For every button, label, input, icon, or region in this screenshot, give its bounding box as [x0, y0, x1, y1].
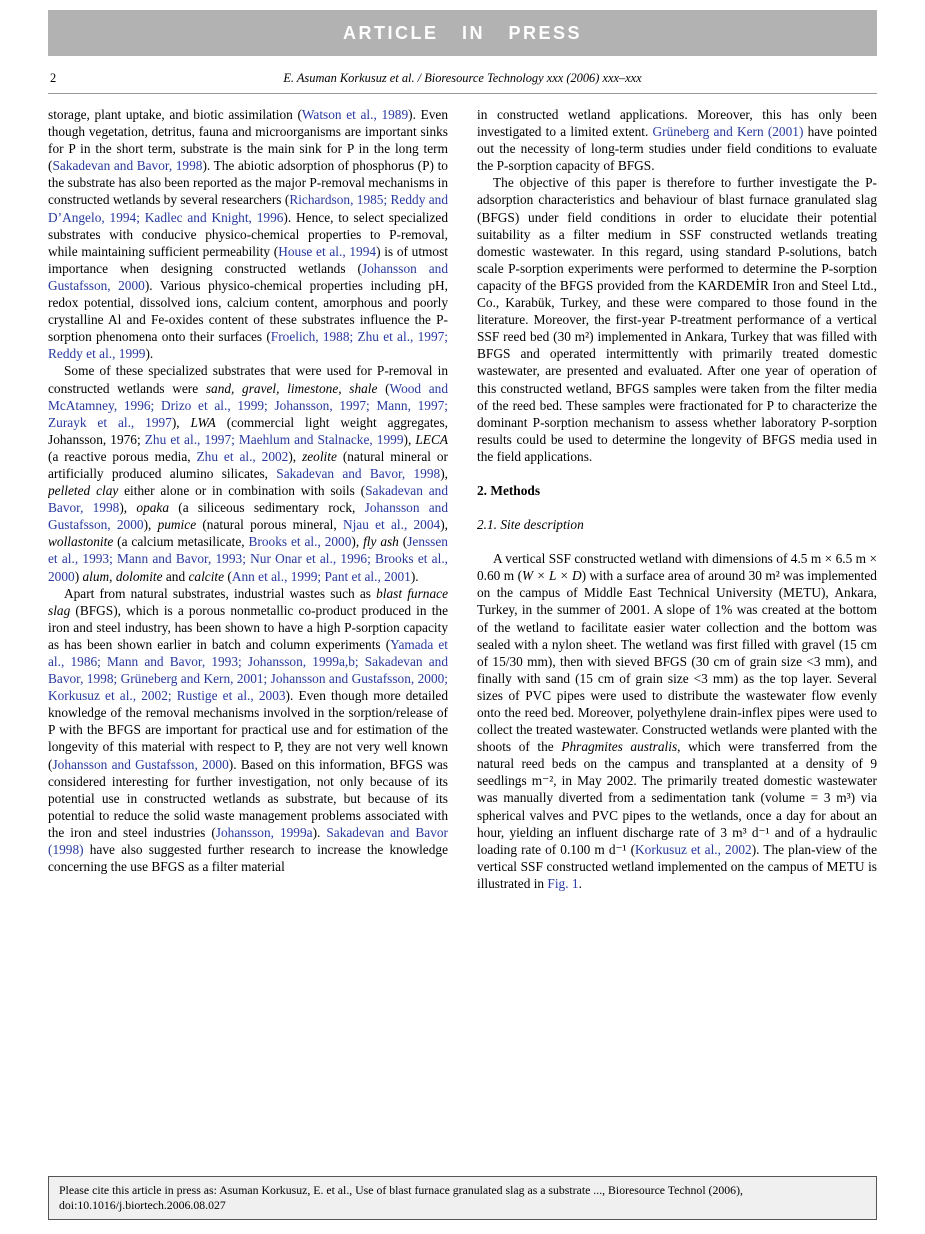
- italic-term: fly ash: [363, 534, 399, 550]
- citation-link[interactable]: Grüneberg and Kern (2001): [652, 124, 804, 140]
- text-run: ) with a surface area of around 30 m² was implemented on the campus of Middle East Technical University (METU), Ankara, Turkey, in the summer of 2001. A slope of 1% was created at the bottom of the wetland to facilitate easier water collection and the bottom was sealed with a nylon sheet. The wetland was first filled with gravel (15 cm of 15/30 mm), then with sieved BFGS (30 cm of grain size <3 mm), and finally with sand (15 cm of grain size <3 mm) as the top layer. Several sizes of PVC pipes were used to distribute the wastewater flow evenly onto the reed bed. Moreover, polyethylene drain-inflex pipes were used to collect the treated wastewater. Constructed wetlands were planted with the shoots of the: [477, 568, 877, 755]
- italic-term: pumice: [157, 517, 197, 533]
- text-run: (natural porous mineral,: [196, 517, 343, 533]
- text-run: (a calcium metasilicate,: [113, 534, 249, 550]
- citation-link[interactable]: Yamada et al., 1986; Mann and Bavor, 1993; Johansson, 1999a,b; Sakadevan and Bavor, 1998; Grüneberg and Kern, 2001; Johansson and Gustafsson, 2000; Korkusuz et al., 2002; Rustige et al., 2003: [48, 636, 448, 704]
- text-run: (: [377, 380, 390, 396]
- text-run: ). The abiotic adsorption of phosphorus (P) to the substrate has also been reported as the major P-removal mechanisms in constructed wetlands by several researchers (: [48, 158, 448, 208]
- text-run: The objective of this paper is therefore to further investigate the P-adsorption characteristics and behaviour of blast furnace granulated slag (BFGS) under field conditions in order to elucidate their potential suitability as a filter medium in SSF constructed wetlands treating domestic wastewater. In this regard, using standard P-solutions, batch scale P-sorption experiments were performed to determine the P-sorption capacity of the BFGS provided from the KARDEMİR Iron and Steel Ltd., Co., Karabük, Turkey, and these were compared to those found in the literature. Moreover, the first-year P-treatment performance of a vertical SSF reed bed (30 m²) implemented in Ankara, Turkey that was filled with BFGS and operated intermittently with primarily treated domestic wastewater, are presented and evaluated. After one year of operation of this constructed wetland, BFGS samples were taken from the filter media of the reed bed. These samples were fractionated for P to characterize the dominant P-sorption mechanism to assess whether laboratory P-sorption results could be used to determine the longevity of BFGS media used in the field applications.: [477, 175, 877, 464]
- citation-link[interactable]: Wood and McAtamney, 1996; Drizo et al., 1999; Johansson, 1997; Mann, 1997; Zurayk et al., 1997: [48, 380, 449, 430]
- text-run: storage, plant uptake, and biotic assimilation (: [48, 107, 302, 122]
- text-run: ),: [351, 534, 364, 550]
- text-run: , which were transferred from the natural reed beds on the campus and transplanted at a density of 9 seedlings m⁻², in May 2002. The primarily treated domestic wastewater was manually diverted from a sedimentation tank (volume = 3 m³) via spherical valves and PVC pipes to the wetlands, once a day for about an hour, yielding an influent discharge rate of 3 m³ d⁻¹ and of a hydraulic loading rate of 0.100 m d⁻¹ (: [477, 739, 877, 857]
- paragraph: [477, 550, 877, 892]
- citation-link[interactable]: Korkusuz et al., 2002: [635, 841, 752, 857]
- text-run: Apart from natural substrates, industrial wastes such as: [64, 585, 377, 601]
- citation-link[interactable]: Johansson and Gustafsson, 2000: [48, 500, 449, 533]
- citation-link[interactable]: Sakadevan and Bavor (1998): [48, 824, 448, 858]
- italic-term: W × L × D: [522, 568, 582, 584]
- text-run: ). Based on this information, BFGS was considered interesting for further investigation, not only because of its potential use in constructed wetlands as substrate, but because of its potential to reduce the solid waste management problems associated with the iron and steel industries (: [48, 756, 448, 840]
- text-run: A vertical SSF constructed wetland with dimensions of 4.5 m × 6.5 m × 0.60 m (: [477, 551, 877, 584]
- text-run: .: [578, 875, 582, 891]
- italic-term: blast furnace slag: [48, 585, 448, 618]
- citation-link[interactable]: Ann et al., 1999; Pant et al., 2001: [231, 568, 411, 584]
- right-column: [477, 106, 877, 1172]
- italic-term: zeolite: [302, 448, 337, 464]
- running-title: E. Asuman Korkusuz et al. / Bioresource Technology xxx (2006) xxx–xxx: [283, 71, 642, 85]
- text-run: Some of these specialized substrates that were used for P-removal in constructed wetlands were: [48, 363, 448, 396]
- italic-term: Phragmites australis: [561, 739, 678, 755]
- text-run: ). Various physico-chemical properties including pH, redox potential, dissolved ions, calcium content, amorphous and poorly crystalline Al and Fe-oxides content of these substrates influence the P-sorption phenomena onto their surfaces (: [48, 277, 449, 345]
- citation-link[interactable]: Sakadevan and Bavor, 1998: [276, 465, 441, 481]
- italic-term: calcite: [188, 568, 225, 584]
- text-run: ,: [109, 568, 116, 584]
- text-run: in constructed wetland applications. Moreover, this has only been investigated to a limited extent.: [477, 107, 877, 140]
- citation-link[interactable]: Jenssen et al., 1993; Mann and Bavor, 1993; Nur Onar et al., 1996; Brooks et al., 2000: [48, 534, 448, 584]
- paragraph: [48, 585, 448, 876]
- citation-link[interactable]: Johansson, 1999a: [215, 824, 313, 840]
- section-heading: 2. Methods: [477, 482, 541, 498]
- text-run: ).: [312, 824, 327, 840]
- text-run: (natural mineral or artificially produced alumino silicates,: [48, 448, 449, 481]
- text-run: (BFGS), which is a porous nonmetallic co-product produced in the iron and steel industry, has been shown to have a high P-sorption capacity as has been shown earlier in batch and column experiments (: [48, 602, 448, 652]
- citation-link[interactable]: Fig. 1: [547, 875, 579, 891]
- header-rule: [48, 93, 877, 94]
- text-run: ). Even though vegetation, detritus, fauna and microorganisms are important sinks for P in the short term, substrate is the main sink for P in the long term (: [48, 107, 448, 174]
- paragraph: [477, 174, 877, 465]
- italic-term: alum: [82, 568, 110, 584]
- text-run: ) is of utmost importance when designing constructed wetlands (: [48, 243, 448, 276]
- text-run: and: [162, 568, 189, 584]
- text-run: ): [74, 568, 83, 584]
- text-run: (: [398, 534, 408, 550]
- citation-link[interactable]: Brooks et al., 2000: [248, 534, 352, 550]
- paragraph: [48, 362, 448, 584]
- text-run: ).: [145, 346, 154, 362]
- paragraph: [477, 106, 877, 174]
- italic-term: opaka: [136, 500, 170, 516]
- citation-link[interactable]: Richardson, 1985; Reddy and D’Angelo, 1994; Kadlec and Knight, 1996: [48, 192, 448, 225]
- text-run: ),: [171, 414, 191, 430]
- citation-notice-text: Please cite this article in press as: Asuman Korkusuz, E. et al., Use of blast furnace granulated slag as a substrate ..., Bioresource Technol (2006), doi:10.1016/j.biortech.2006.08.027: [59, 1183, 743, 1212]
- citation-link[interactable]: Watson et al., 1989: [301, 107, 409, 122]
- citation-link[interactable]: Johansson and Gustafsson, 2000: [48, 260, 448, 293]
- text-run: ),: [288, 448, 303, 464]
- banner-text: ARTICLE IN PRESS: [342, 22, 583, 43]
- text-run: (commercial light weight aggregates, Johansson, 1976;: [48, 414, 448, 447]
- text-run: ),: [440, 517, 448, 533]
- text-run: have pointed out the necessity of long-term studies under field conditions to evaluate the P-sorption capacity of BFGS.: [477, 124, 877, 174]
- article-in-press-banner: [48, 10, 877, 56]
- text-run: ),: [403, 431, 416, 447]
- citation-link[interactable]: Johansson and Gustafsson, 2000: [52, 756, 229, 772]
- text-run: ). Even though more detailed knowledge of the removal mechanisms involved in the sorption/release of P with the BFGS are important for practical use and for estimation of the longevity of this material with respect to P, they are not very well known (: [48, 688, 448, 772]
- citation-notice-box: [48, 1176, 877, 1220]
- italic-term: pelleted clay: [48, 483, 119, 499]
- italic-term: wollastonite: [48, 534, 114, 550]
- citation-link[interactable]: Sakadevan and Bavor, 1998: [48, 483, 448, 516]
- citation-link[interactable]: House et al., 1994: [278, 243, 377, 259]
- citation-link[interactable]: Zhu et al., 1997; Maehlum and Stalnacke, 1999: [144, 431, 404, 447]
- text-run: (a reactive porous media,: [48, 448, 197, 464]
- text-run: ),: [143, 517, 158, 533]
- text-run: (: [224, 568, 232, 584]
- article-body: [48, 106, 877, 1172]
- citation-link[interactable]: Zhu et al., 2002: [196, 448, 289, 464]
- text-run: ). Hence, to select specialized substrates with conducive physico-chemical properties to P-removal, while maintaining sufficient permeability (: [48, 209, 448, 259]
- italic-term: sand, gravel, limestone, shale: [205, 380, 378, 396]
- text-run: ). The plan-view of the vertical SSF constructed wetland implemented on the campus of METU is illustrated in: [477, 841, 877, 891]
- paragraph: [48, 106, 448, 362]
- text-run: ),: [119, 500, 137, 516]
- italic-term: LECA: [415, 431, 448, 447]
- text-run: either alone or in combination with soils (: [118, 483, 366, 499]
- citation-link[interactable]: Njau et al., 2004: [342, 517, 441, 533]
- running-head: [48, 71, 877, 86]
- italic-term: dolomite: [115, 568, 163, 584]
- text-run: ).: [410, 568, 419, 584]
- text-run: ),: [440, 465, 448, 481]
- subsection-heading: 2.1. Site description: [477, 517, 584, 533]
- left-column: [48, 106, 448, 1172]
- citation-link[interactable]: Sakadevan and Bavor, 1998: [52, 158, 203, 174]
- text-run: (a siliceous sedimentary rock,: [169, 500, 365, 516]
- italic-term: LWA: [190, 414, 216, 430]
- citation-link[interactable]: Froelich, 1988; Zhu et al., 1997; Reddy et al., 1999: [48, 329, 448, 362]
- text-run: have also suggested further research to increase the knowledge concerning the use BFGS as a filter material: [48, 842, 448, 875]
- page-number: 2: [50, 71, 57, 85]
